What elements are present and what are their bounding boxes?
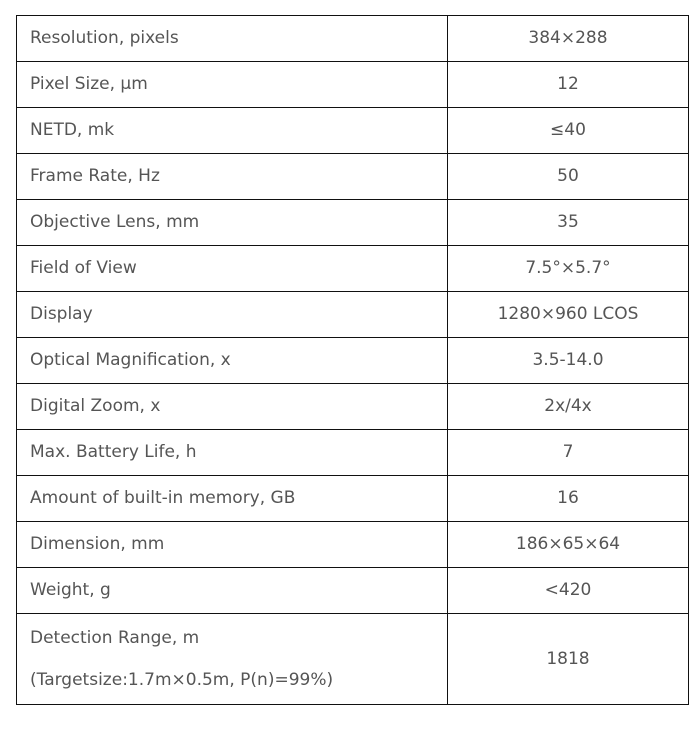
spec-value: 186×65×64 [448,522,689,568]
spec-value: 16 [448,476,689,522]
spec-row-detection-range [17,614,689,705]
spec-row-resolution [17,16,689,62]
spec-value: 3.5-14.0 [448,338,689,384]
spec-value: 7 [448,430,689,476]
spec-label: Max. Battery Life, h [17,430,448,476]
spec-label: Field of View [17,246,448,292]
spec-label-note: (Targetsize:1.7m×0.5m, P(n)=99%) [30,670,334,690]
spec-value: 2x/4x [448,384,689,430]
spec-row-netd [17,108,689,154]
spec-label: Frame Rate, Hz [17,154,448,200]
spec-value: 50 [448,154,689,200]
spec-row-digital-zoom [17,384,689,430]
spec-label: Digital Zoom, x [17,384,448,430]
spec-value: <420 [448,568,689,614]
spec-row-dimension [17,522,689,568]
spec-row-objective-lens [17,200,689,246]
spec-row-pixel-size [17,62,689,108]
spec-value: 7.5°×5.7° [448,246,689,292]
spec-label: Objective Lens, mm [17,200,448,246]
spec-row-frame-rate [17,154,689,200]
spec-row-optical-magnification [17,338,689,384]
spec-row-battery-life [17,430,689,476]
spec-label: Pixel Size, μm [17,62,448,108]
spec-label: Weight, g [17,568,448,614]
spec-value: 1818 [448,614,689,705]
spec-label: Display [17,292,448,338]
spec-label: Resolution, pixels [17,16,448,62]
spec-value: 384×288 [448,16,689,62]
spec-label: NETD, mk [17,108,448,154]
spec-row-weight [17,568,689,614]
spec-value: 35 [448,200,689,246]
spec-table [16,15,689,705]
spec-row-display [17,292,689,338]
spec-value: 1280×960 LCOS [448,292,689,338]
spec-value: 12 [448,62,689,108]
spec-label: Amount of built-in memory, GB [17,476,448,522]
spec-row-field-of-view [17,246,689,292]
spec-label-cell [17,614,448,705]
spec-label: Dimension, mm [17,522,448,568]
spec-label: Optical Magnification, x [17,338,448,384]
spec-row-memory [17,476,689,522]
spec-label: Detection Range, m [30,627,200,648]
spec-value: ≤40 [448,108,689,154]
